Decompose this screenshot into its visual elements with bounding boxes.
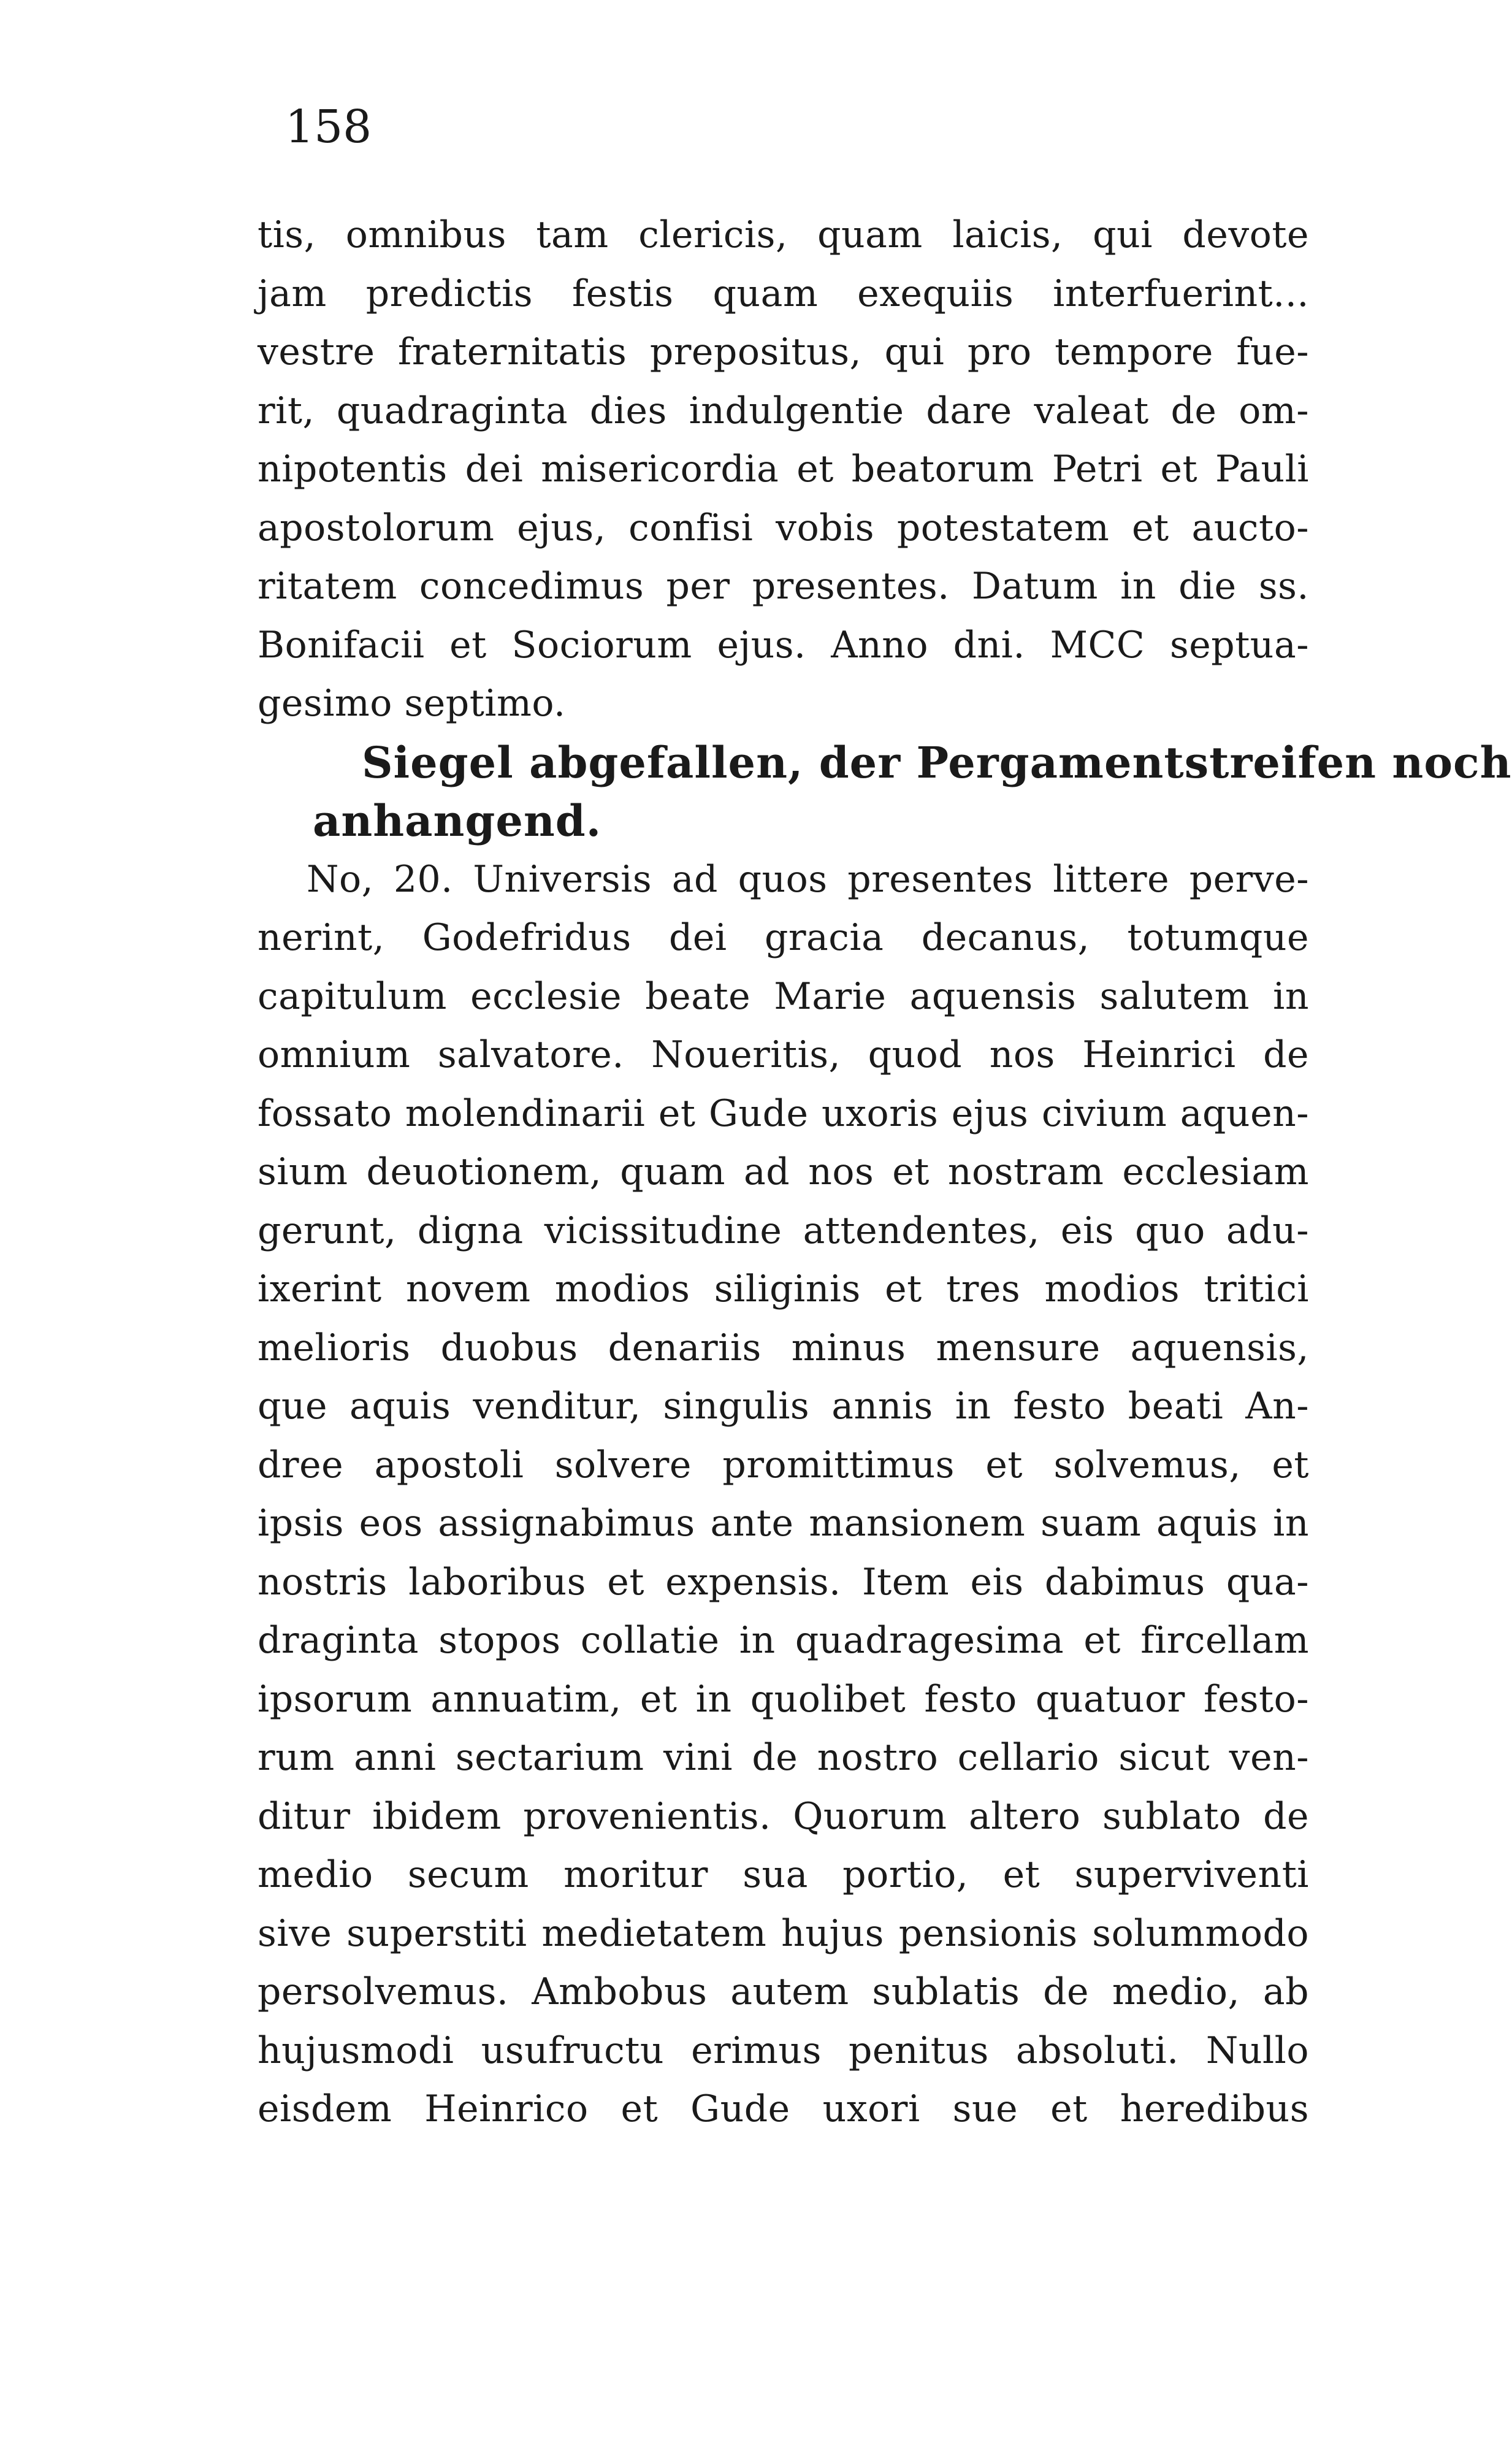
text-line: Bonifacii et Sociorum ejus. Anno dni. MCC septua- <box>258 623 1309 667</box>
text-line: ditur ibidem provenientis. Quorum altero sublato de <box>258 1794 1309 1838</box>
text-line: apostolorum ejus, confisi vobis potestatem et aucto- <box>258 506 1309 549</box>
text-line: persolvemus. Ambobus autem sublatis de medio, ab <box>258 1970 1309 2013</box>
text-line: fossato molendinarii et Gude uxoris ejus civium aquen- <box>258 1092 1309 1135</box>
text-line: vestre fraternitatis prepositus, qui pro tempore fue- <box>258 331 1309 373</box>
text-line: gesimo septimo. <box>258 682 566 725</box>
text-line: dree apostoli solvere promittimus et solvemus, et <box>258 1443 1309 1487</box>
page-number: 158 <box>285 101 372 153</box>
text-line: sive superstiti medietatem hujus pensionis solummodo <box>258 1911 1309 1955</box>
text-line: draginta stopos collatie in quadragesima et fircellam <box>258 1619 1309 1662</box>
text-line: ipsis eos assignabimus ante mansionem suam aquis in <box>258 1502 1309 1545</box>
text-line: rit, quadraginta dies indulgentie dare valeat de om- <box>258 389 1309 432</box>
text-line: jam predictis festis quam exequiis interfuerint... <box>258 272 1309 315</box>
document-heading-line: No, 20. Universis ad quos presentes littere perve- <box>307 857 1309 901</box>
text-line: ixerint novem modios siliginis et tres modios tritici <box>258 1268 1309 1311</box>
seal-note-line: Siegel abgefallen, der Pergamentstreifen noch <box>362 737 1512 788</box>
text-line: ipsorum annuatim, et in quolibet festo quatuor festo- <box>258 1677 1309 1721</box>
text-line: sium deuotionem, quam ad nos et nostram ecclesiam <box>258 1150 1309 1193</box>
text-line: omnium salvatore. Noueritis, quod nos Heinrici de <box>258 1033 1309 1076</box>
text-block <box>258 206 1512 2139</box>
text-line: hujusmodi usufructu erimus penitus absoluti. Nullo <box>258 2029 1309 2072</box>
text-line: tis, omnibus tam clericis, quam laicis, qui devote <box>258 213 1309 256</box>
text-line: nerint, Godefridus dei gracia decanus, totumque <box>258 916 1309 959</box>
text-line: capitulum ecclesie beate Marie aquensis salutem in <box>258 974 1309 1018</box>
text-line: nipotentis dei misericordia et beatorum Petri et Pauli <box>258 448 1309 491</box>
text-line: medio secum moritur sua portio, et superviventi <box>258 1853 1309 1896</box>
text-line: que aquis venditur, singulis annis in festo beati An- <box>258 1385 1309 1428</box>
text-line: gerunt, digna vicissitudine attendentes, eis quo adu- <box>258 1209 1309 1252</box>
text-line: melioris duobus denariis minus mensure aquensis, <box>258 1326 1309 1369</box>
text-line: eisdem Heinrico et Gude uxori sue et heredibus <box>258 2087 1309 2130</box>
text-line: rum anni sectarium vini de nostro cellario sicut ven- <box>258 1736 1309 1779</box>
text-line: nostris laboribus et expensis. Item eis dabimus qua- <box>258 1560 1309 1604</box>
text-line: ritatem concedimus per presentes. Datum in die ss. <box>258 565 1309 608</box>
seal-note-line: anhangend. <box>313 795 602 846</box>
